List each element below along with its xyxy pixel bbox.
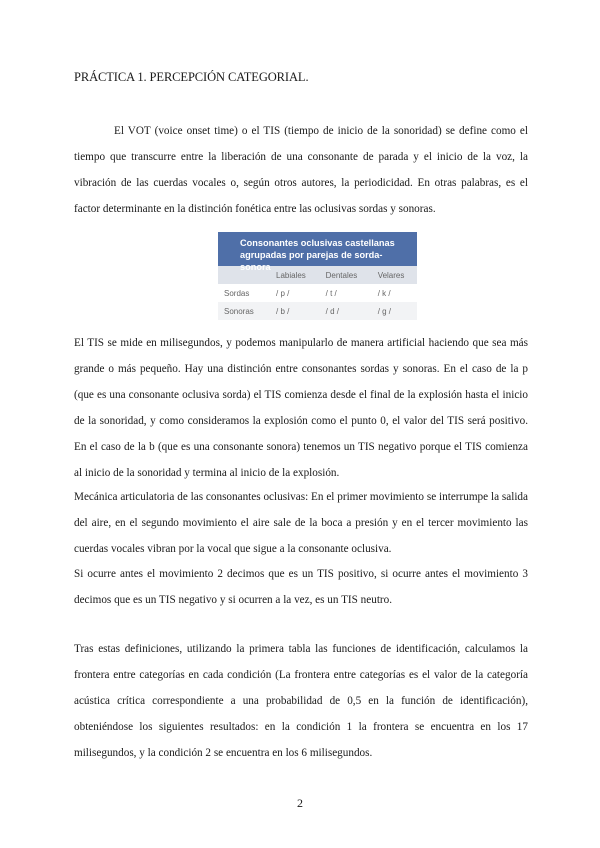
table-cell: / p / xyxy=(276,288,290,298)
paragraph-tis-measurement: El TIS se mide en milisegundos, y podemos manipularlo de manera artificial haciendo que sea más grande o más pequeño. Hay una distinción entre consonantes sordas y sonoras. En el caso de la p (que es una consonante oclusiva sorda) el TIS comienza desde el final de la explosión hasta el inicio de la sonoridad, y como consideramos la explosión como el punto 0, el valor del TIS será positivo. En el caso de la b (que es una consonante sonora) tenemos un TIS negativo porque el TIS comienza al inicio de la sonoridad y termina al inicio de la explosión. xyxy=(74,337,528,479)
paragraph-category-boundary: Tras estas definiciones, utilizando la primera tabla las funciones de identificación, calculamos la frontera entre categorías en cada condición (La frontera entre categorías es el valor de la categoría acústica crítica correspondiente a una probabilidad de 0,5 en la función de identificación), obteniéndose los siguientes resultados: en la condición 1 la frontera se encuentra en los 17 milisegundos, y la condición 2 se encuentra en los 6 milisegundos. xyxy=(74,643,528,759)
row-label-sordas: Sordas xyxy=(224,288,250,298)
paragraph-tis-types: Si ocurre antes el movimiento 2 decimos que es un TIS positivo, si ocurre antes el movimiento 3 decimos que es un TIS negativo y si ocurren a la vez, es un TIS neutro. xyxy=(74,568,528,606)
table-header-dentales: Dentales xyxy=(325,270,358,280)
table-cell: / k / xyxy=(377,288,391,298)
paragraph-articulatory-mechanics: Mecánica articulatoria de las consonantes oclusivas: En el primer movimiento se interrumpe la salida del aire, en el segundo movimiento el aire sale de la boca a presión y en el tercer movimiento las cuerdas vocales vibran por la vocal que sigue a la consonante oclusiva. xyxy=(74,491,528,555)
table-row xyxy=(218,302,417,320)
table-header-labiales: Labiales xyxy=(276,270,306,280)
row-label-sonoras: Sonoras xyxy=(224,306,254,316)
table-cell: / g / xyxy=(377,306,392,316)
paragraph-vot-definition: El VOT (voice onset time) o el TIS (tiempo de inicio de la sonoridad) se define como el tiempo que transcurre entre la liberación de una consonante de parada y el inicio de la voz, la vibración de las cuerdas vocales o, según otros autores, la periodicidad. En otras palabras, es el factor determinante en la distinción fonética entre las oclusivas sordas y sonoras. xyxy=(74,125,528,215)
table-cell: / b / xyxy=(276,306,290,316)
table-header-velares: Velares xyxy=(377,270,405,280)
consonants-table xyxy=(218,266,417,320)
consonants-table-figure xyxy=(218,232,417,320)
table-row xyxy=(218,284,417,302)
page-number: 2 xyxy=(297,796,303,810)
table-cell: / d / xyxy=(325,306,339,316)
table-cell: / t / xyxy=(325,288,337,298)
table-title: Consonantes oclusivas castellanas agrupadas por parejas de sorda-sonora xyxy=(218,232,417,266)
page-title: PRÁCTICA 1. PERCEPCIÓN CATEGORIAL. xyxy=(74,70,309,84)
